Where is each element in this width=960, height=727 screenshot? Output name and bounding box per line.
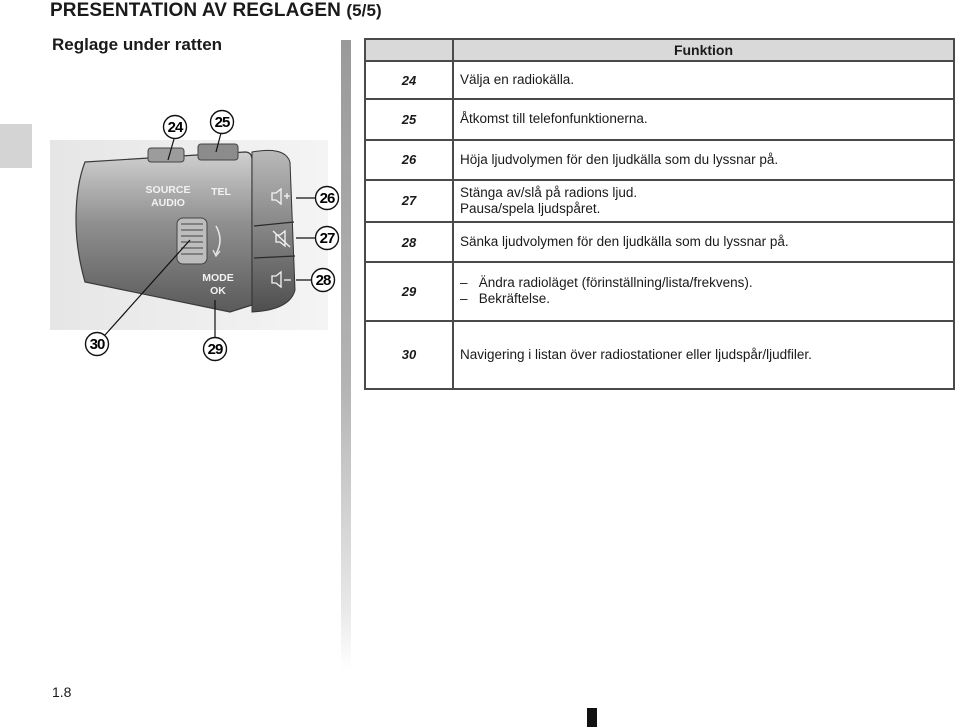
row-number: 30 (365, 321, 453, 389)
header-number (365, 39, 453, 61)
row-number: 28 (365, 222, 453, 262)
label-mode: MODE (202, 272, 234, 284)
button-24-shape (148, 148, 184, 162)
label-ok: OK (210, 285, 226, 297)
table-row (365, 321, 954, 389)
label-tel: TEL (211, 186, 231, 198)
thumbwheel (177, 218, 207, 264)
table-row (365, 180, 954, 222)
table-row (365, 61, 954, 99)
header-function: Funktion (453, 39, 954, 61)
section-title: Reglage under ratten (52, 35, 223, 54)
table-header-row (365, 39, 954, 61)
row-description: Höja ljudvolymen för den ljudkälla som du lyssnar på. (453, 140, 954, 180)
bullet-list (460, 275, 947, 307)
callout-25: 25 (214, 114, 230, 131)
table-row (365, 99, 954, 139)
page-number: 1.8 (52, 684, 72, 700)
row-number: 24 (365, 61, 453, 99)
row-description: Sänka ljudvolymen för den ljudkälla som du lyssnar på. (453, 222, 954, 262)
callout-29: 29 (207, 341, 223, 358)
row-description (453, 262, 954, 320)
bullet-item: – Bekräftelse. (460, 291, 947, 307)
row-number: 26 (365, 140, 453, 180)
label-audio: AUDIO (151, 197, 185, 209)
row-number: 29 (365, 262, 453, 320)
callout-28: 28 (315, 272, 331, 289)
label-source: SOURCE (145, 184, 191, 196)
table-row (365, 140, 954, 180)
bullet-item: – Ändra radioläget (förinställning/lista/frekvens). (460, 275, 947, 291)
row-description: Navigering i listan över radiostationer eller ljudspår/ljudfiler. (453, 321, 954, 389)
callout-30: 30 (89, 336, 105, 353)
table-row (365, 262, 954, 320)
row-number: 25 (365, 99, 453, 139)
steering-control-illustration (40, 100, 340, 370)
column-divider (341, 40, 351, 670)
row-line: Pausa/spela ljudspåret. (460, 200, 601, 216)
callout-26: 26 (319, 190, 335, 207)
row-number: 27 (365, 180, 453, 222)
page-title (50, 0, 382, 22)
page-title-suffix: (5/5) (346, 1, 382, 20)
footer-mark (587, 708, 597, 727)
row-description: Åtkomst till telefonfunktionerna. (453, 99, 954, 139)
callout-24: 24 (167, 119, 183, 136)
row-description: Välja en radiokälla. (453, 61, 954, 99)
page-title-main: PRESENTATION AV REGLAGEN (50, 0, 341, 21)
table-row (365, 222, 954, 262)
callout-27: 27 (319, 230, 335, 247)
row-description (453, 180, 954, 222)
side-tab-marker (0, 124, 32, 168)
function-table (364, 38, 955, 390)
row-line: Stänga av/slå på radions ljud. (460, 184, 638, 200)
